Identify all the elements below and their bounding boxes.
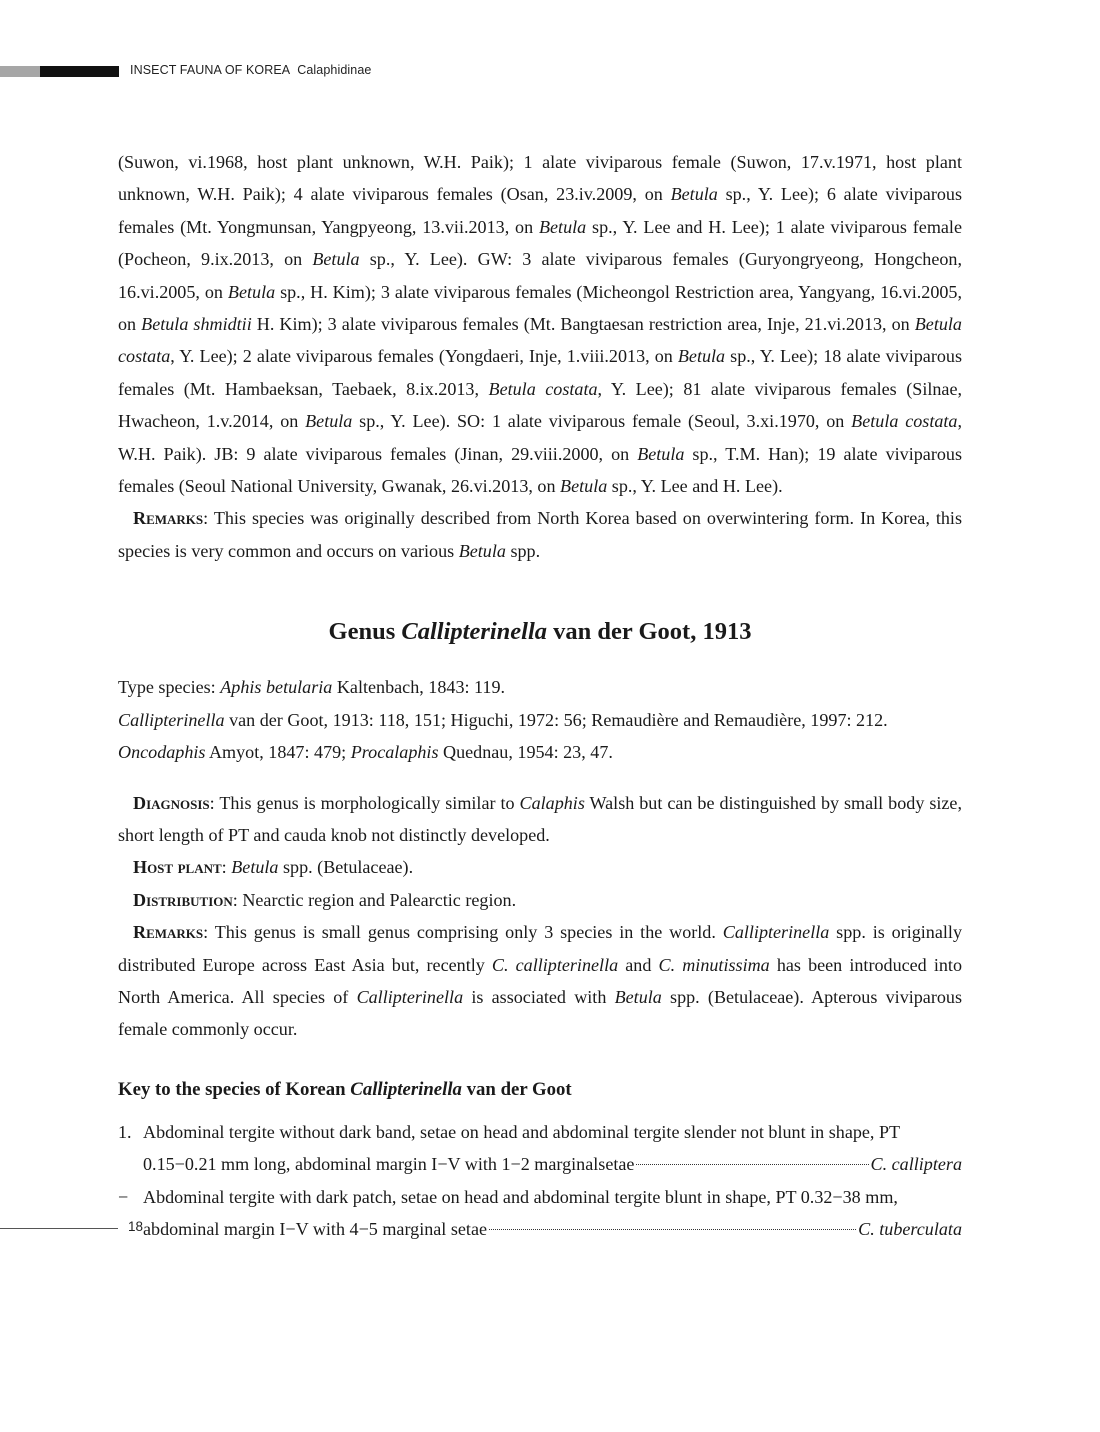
italic-term: Betula — [670, 184, 718, 205]
text-segment: Genus — [328, 618, 402, 646]
key-couplet-text: abdominal margin I−V with 4−5 marginal setae — [143, 1218, 488, 1239]
text-segment: sp., Y. Lee); 18 alate viviparous females (Mt. Hambaeksan, Taebaek, 8.ix.2013, — [118, 346, 962, 399]
text-segment: sp., Y. Lee). SO: 1 alate viviparous female (Seoul, 3.xi.1970, on — [352, 411, 852, 432]
identification-key — [118, 1116, 962, 1246]
remarks-text — [118, 922, 962, 1039]
header-title: INSECT FAUNA OF KOREA — [130, 63, 291, 77]
italic-term: Aphis betularia — [220, 677, 333, 698]
key-couplet-text: Abdominal tergite with dark patch, setae on head and abdominal tergite blunt in shape, PT 0.32−38 mm, — [143, 1186, 898, 1207]
text-segment: spp. is originally distributed Europe across East Asia but, recently — [118, 922, 962, 975]
italic-term: Betula — [614, 986, 662, 1007]
distribution-label: Distribution — [133, 889, 233, 910]
text-segment: spp. — [505, 540, 541, 561]
italic-term: Callipterinella — [401, 618, 548, 646]
key-couplet — [118, 1181, 962, 1246]
italic-term: Betula costata — [488, 378, 598, 399]
italic-term: Callipterinella — [350, 1078, 462, 1100]
key-couplet — [118, 1116, 962, 1181]
text-segment: van der Goot, 1913: 118, 151; Higuchi, 1972: 56; Remaudière and Remaudière, 1997: 212. — [224, 709, 888, 730]
text-segment: sp., Y. Lee and H. Lee); 1 alate viviparous female (Pocheon, 9.ix.2013, on — [118, 216, 962, 270]
text-segment: : — [221, 857, 232, 878]
leader-dots — [636, 1164, 868, 1165]
text-segment: spp. (Betulaceae). — [278, 857, 414, 878]
text-segment: , Y. Lee); 81 alate viviparous females (Silnae, Hwacheon, 1.v.2014, on — [118, 378, 963, 432]
italic-term: Callipterinella — [722, 922, 830, 943]
remarks-label: Remarks — [133, 922, 204, 943]
distribution-text — [233, 890, 516, 910]
genus-description — [118, 787, 962, 1046]
text-segment: is associated with — [463, 986, 615, 1007]
text-segment: sp., Y. Lee and H. Lee). — [607, 476, 783, 497]
text-segment: (Suwon, vi.1968, host plant unknown, W.H. Paik); 1 alate viviparous female (Suwon, 17.v.1971, host plant unknown, W.H. Paik); 4 alate viviparous females (Osan, 23.iv.2009, on — [118, 152, 962, 205]
text-segment: : Nearctic region and Palearctic region. — [232, 889, 517, 910]
text-segment: : This species was originally described from North Korea based on overwintering form. In Korea, this species is very common and occurs on various — [118, 508, 962, 561]
key-couplet-result-line — [143, 1148, 962, 1180]
italic-term: Callipterinella — [356, 986, 464, 1007]
key-couplet-text: 0.15−0.21 mm long, abdominal margin I−V with 1−2 marginalsetae — [143, 1154, 635, 1175]
type-species-line — [118, 671, 962, 703]
text-segment: , W.H. Paik). JB: 9 alate viviparous females (Jinan, 29.viii.2000, on — [118, 411, 962, 464]
italic-term: Betula — [637, 443, 685, 464]
italic-term: Oncodaphis — [118, 742, 206, 763]
diagnosis-text — [118, 793, 962, 845]
running-header — [130, 63, 371, 77]
text-segment: spp. (Betulaceae). Apterous viviparous female commonly occur. — [118, 986, 963, 1040]
key-couplet-text: Abdominal tergite without dark band, setae on head and abdominal tergite slender not blunt in shape, PT — [143, 1121, 901, 1142]
italic-term: Betula — [677, 346, 726, 367]
text-segment: Kaltenbach, 1843: 119. — [332, 677, 506, 698]
italic-term: Calaphis — [519, 792, 585, 813]
italic-term: Betula — [458, 540, 506, 561]
host-plant-paragraph — [118, 851, 962, 883]
italic-term: Betula — [227, 281, 276, 302]
italic-term: Callipterinella — [118, 709, 225, 730]
type-species-block — [118, 671, 962, 768]
text-segment: : This genus is small genus comprising only 3 species in the world. — [203, 922, 723, 943]
key-heading — [118, 1074, 962, 1106]
text-segment: Key to the species of Korean — [118, 1078, 351, 1100]
distribution-paragraph — [118, 884, 962, 916]
italic-term: Betula — [305, 411, 353, 432]
text-segment: Walsh but can be distinguished by small body size, short length of PT and cauda knob not distinctly developed. — [118, 792, 962, 845]
italic-term: Procalaphis — [350, 742, 439, 763]
diagnosis-paragraph — [118, 787, 962, 852]
italic-term: Betula shmidtii — [141, 314, 252, 335]
remarks-paragraph-genus — [118, 916, 962, 1046]
key-couplet-number: 1. — [118, 1121, 132, 1142]
text-segment: sp., T.M. Han); 19 alate viviparous females (Seoul National University, Gwanak, 26.vi.2013, on — [118, 443, 962, 497]
text-segment: and — [618, 954, 659, 975]
italic-term: Betula — [231, 857, 279, 878]
text-segment: Quednau, 1954: 23, 47. — [438, 742, 613, 763]
italic-term: Betula costata — [851, 411, 958, 432]
page-number: 18 — [128, 1219, 144, 1234]
genus-heading — [118, 615, 962, 649]
footer-rule — [0, 1228, 118, 1229]
synonym-line — [118, 704, 962, 736]
leader-dots — [489, 1229, 856, 1230]
text-segment: sp., Y. Lee). GW: 3 alate viviparous females (Guryongryeong, Hongcheon, 16.vi.2005, on — [118, 249, 963, 302]
remarks-paragraph-species — [118, 502, 962, 567]
header-gray-bar — [0, 66, 40, 77]
synonym-line — [118, 736, 962, 768]
text-segment: Amyot, 1847: 479; — [205, 742, 351, 763]
italic-term: C. callipterinella — [491, 954, 619, 975]
key-taxon: C. calliptera — [870, 1154, 962, 1175]
host-plant-text — [222, 857, 413, 877]
key-couplet-result-line — [143, 1213, 962, 1245]
italic-term: Betula costata — [118, 314, 962, 367]
remarks-text — [118, 508, 962, 560]
text-segment: van der Goot — [461, 1078, 572, 1100]
text-segment: Type species: — [118, 677, 221, 698]
header-black-bar — [40, 66, 119, 77]
host-plant-label: Host plant — [133, 857, 222, 878]
italic-term: Betula — [312, 249, 360, 270]
text-segment: has been introduced into North America. All species of — [118, 954, 962, 1007]
text-segment: sp., Y. Lee); 6 alate viviparous females (Mt. Yongmunsan, Yangpyeong, 13.vii.2013, on — [118, 184, 962, 237]
key-taxon: C. tuberculata — [858, 1218, 962, 1239]
text-segment: : This genus is morphologically similar to — [209, 792, 520, 813]
text-segment: van der Goot, 1913 — [547, 618, 752, 646]
remarks-label: Remarks — [133, 508, 204, 529]
italic-term: Betula — [538, 216, 587, 237]
diagnosis-label: Diagnosis — [133, 792, 210, 813]
text-segment: , Y. Lee); 2 alate viviparous females (Yongdaeri, Inje, 1.viii.2013, on — [170, 346, 678, 367]
key-couplet-dash: − — [118, 1186, 129, 1207]
italic-term: Betula — [560, 476, 608, 497]
page-content — [118, 146, 962, 1245]
text-segment: sp., H. Kim); 3 alate viviparous females (Micheongol Restriction area, Yangyang, 16.vi.2005, on — [118, 281, 962, 335]
header-subtitle: Calaphidinae — [297, 63, 372, 77]
material-records — [118, 146, 962, 502]
text-segment: H. Kim); 3 alate viviparous females (Mt. Bangtaesan restriction area, Inje, 21.vi.2013, on — [251, 314, 915, 335]
italic-term: C. minutissima — [658, 954, 770, 975]
